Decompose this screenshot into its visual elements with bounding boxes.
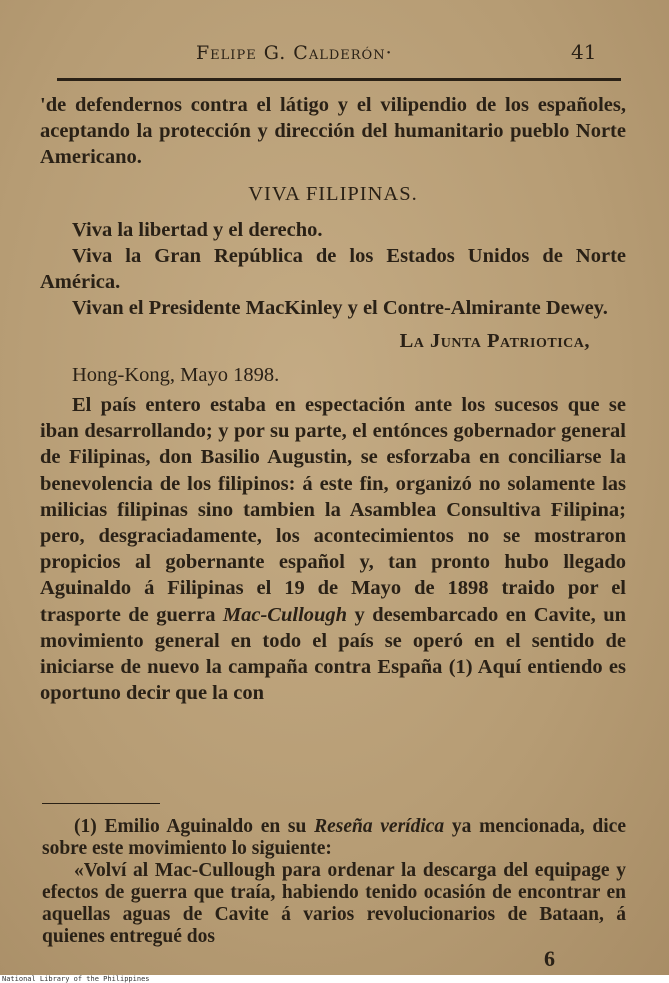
viva-line-1: Viva la libertad y el derecho. bbox=[72, 218, 323, 241]
junta-signature: La Junta Patriotica, bbox=[399, 329, 590, 352]
footnote-intro bbox=[42, 816, 626, 860]
header-rule bbox=[57, 78, 621, 81]
page-header bbox=[0, 36, 669, 72]
paragraph-narrative bbox=[40, 392, 626, 706]
viva-line-2: Viva la Gran República de los Estados Unidos de Norte América. bbox=[40, 245, 626, 294]
section-heading: VIVA FILIPINAS. bbox=[248, 182, 418, 205]
narrative-part-2: y desembarcado en Cavite, un movimiento general en todo el país se operó en el sentido de iniciarse de nuevo la campaña contra España (1) Aquí entiendo es oportuno decir que la con bbox=[40, 603, 626, 705]
viva-line-3: Vivan el Presidente MacKinley y el Contre-Almirante Dewey. bbox=[72, 297, 608, 320]
signature-mark: 6 bbox=[544, 946, 555, 971]
paragraph-proclamation-end: 'de defendernos contra el látigo y el vilipendio de los españoles, aceptando la protección y dirección del humanitario pueblo Norte Americano. bbox=[40, 94, 626, 169]
footnote-lead: (1) Emilio Aguinaldo en su bbox=[74, 816, 315, 837]
work-title: Reseña verídica bbox=[314, 816, 445, 837]
dateline: Hong-Kong, Mayo 1898. bbox=[72, 363, 280, 386]
footnote-rule bbox=[42, 803, 160, 804]
library-credit: National Library of the Philippines bbox=[2, 975, 150, 983]
main-text bbox=[40, 92, 626, 706]
footnote-rest: ya mencionada, dice sobre este movimiento lo siguiente: bbox=[42, 816, 626, 859]
footnote bbox=[42, 816, 626, 948]
ship-name: Mac-Cullough bbox=[222, 603, 348, 626]
footnote-quote: «Volví al Mac-Cullough para ordenar la descarga del equipage y efectos de guerra que traía, habiendo tenido ocasión de encontrar en aquellas aguas de Cavite á varios revolucionarios de Bataan, á quienes entregué dos bbox=[42, 860, 626, 947]
page-number: 41 bbox=[571, 40, 597, 64]
running-title: Felipe G. Calderón· bbox=[196, 42, 393, 64]
narrative-part-1: El país entero estaba en espectación ante los sucesos que se iban desarrollando; y por su parte, el entónces gobernador general de Filipinas, don Basilio Augustin, se esforzaba en conciliarse la benevolencia de los filipinos: á este fin, organizó no solamente las milicias filipinas sino tambien la Asamblea Consultiva Filipina; pero, desgraciadamente, los acontecimientos no se mostraron propicios al gobernante español y, tan pronto hubo llegado Aguinaldo á Filipinas el 19 de Mayo de 1898 traido por el trasporte de guerra bbox=[40, 394, 626, 626]
